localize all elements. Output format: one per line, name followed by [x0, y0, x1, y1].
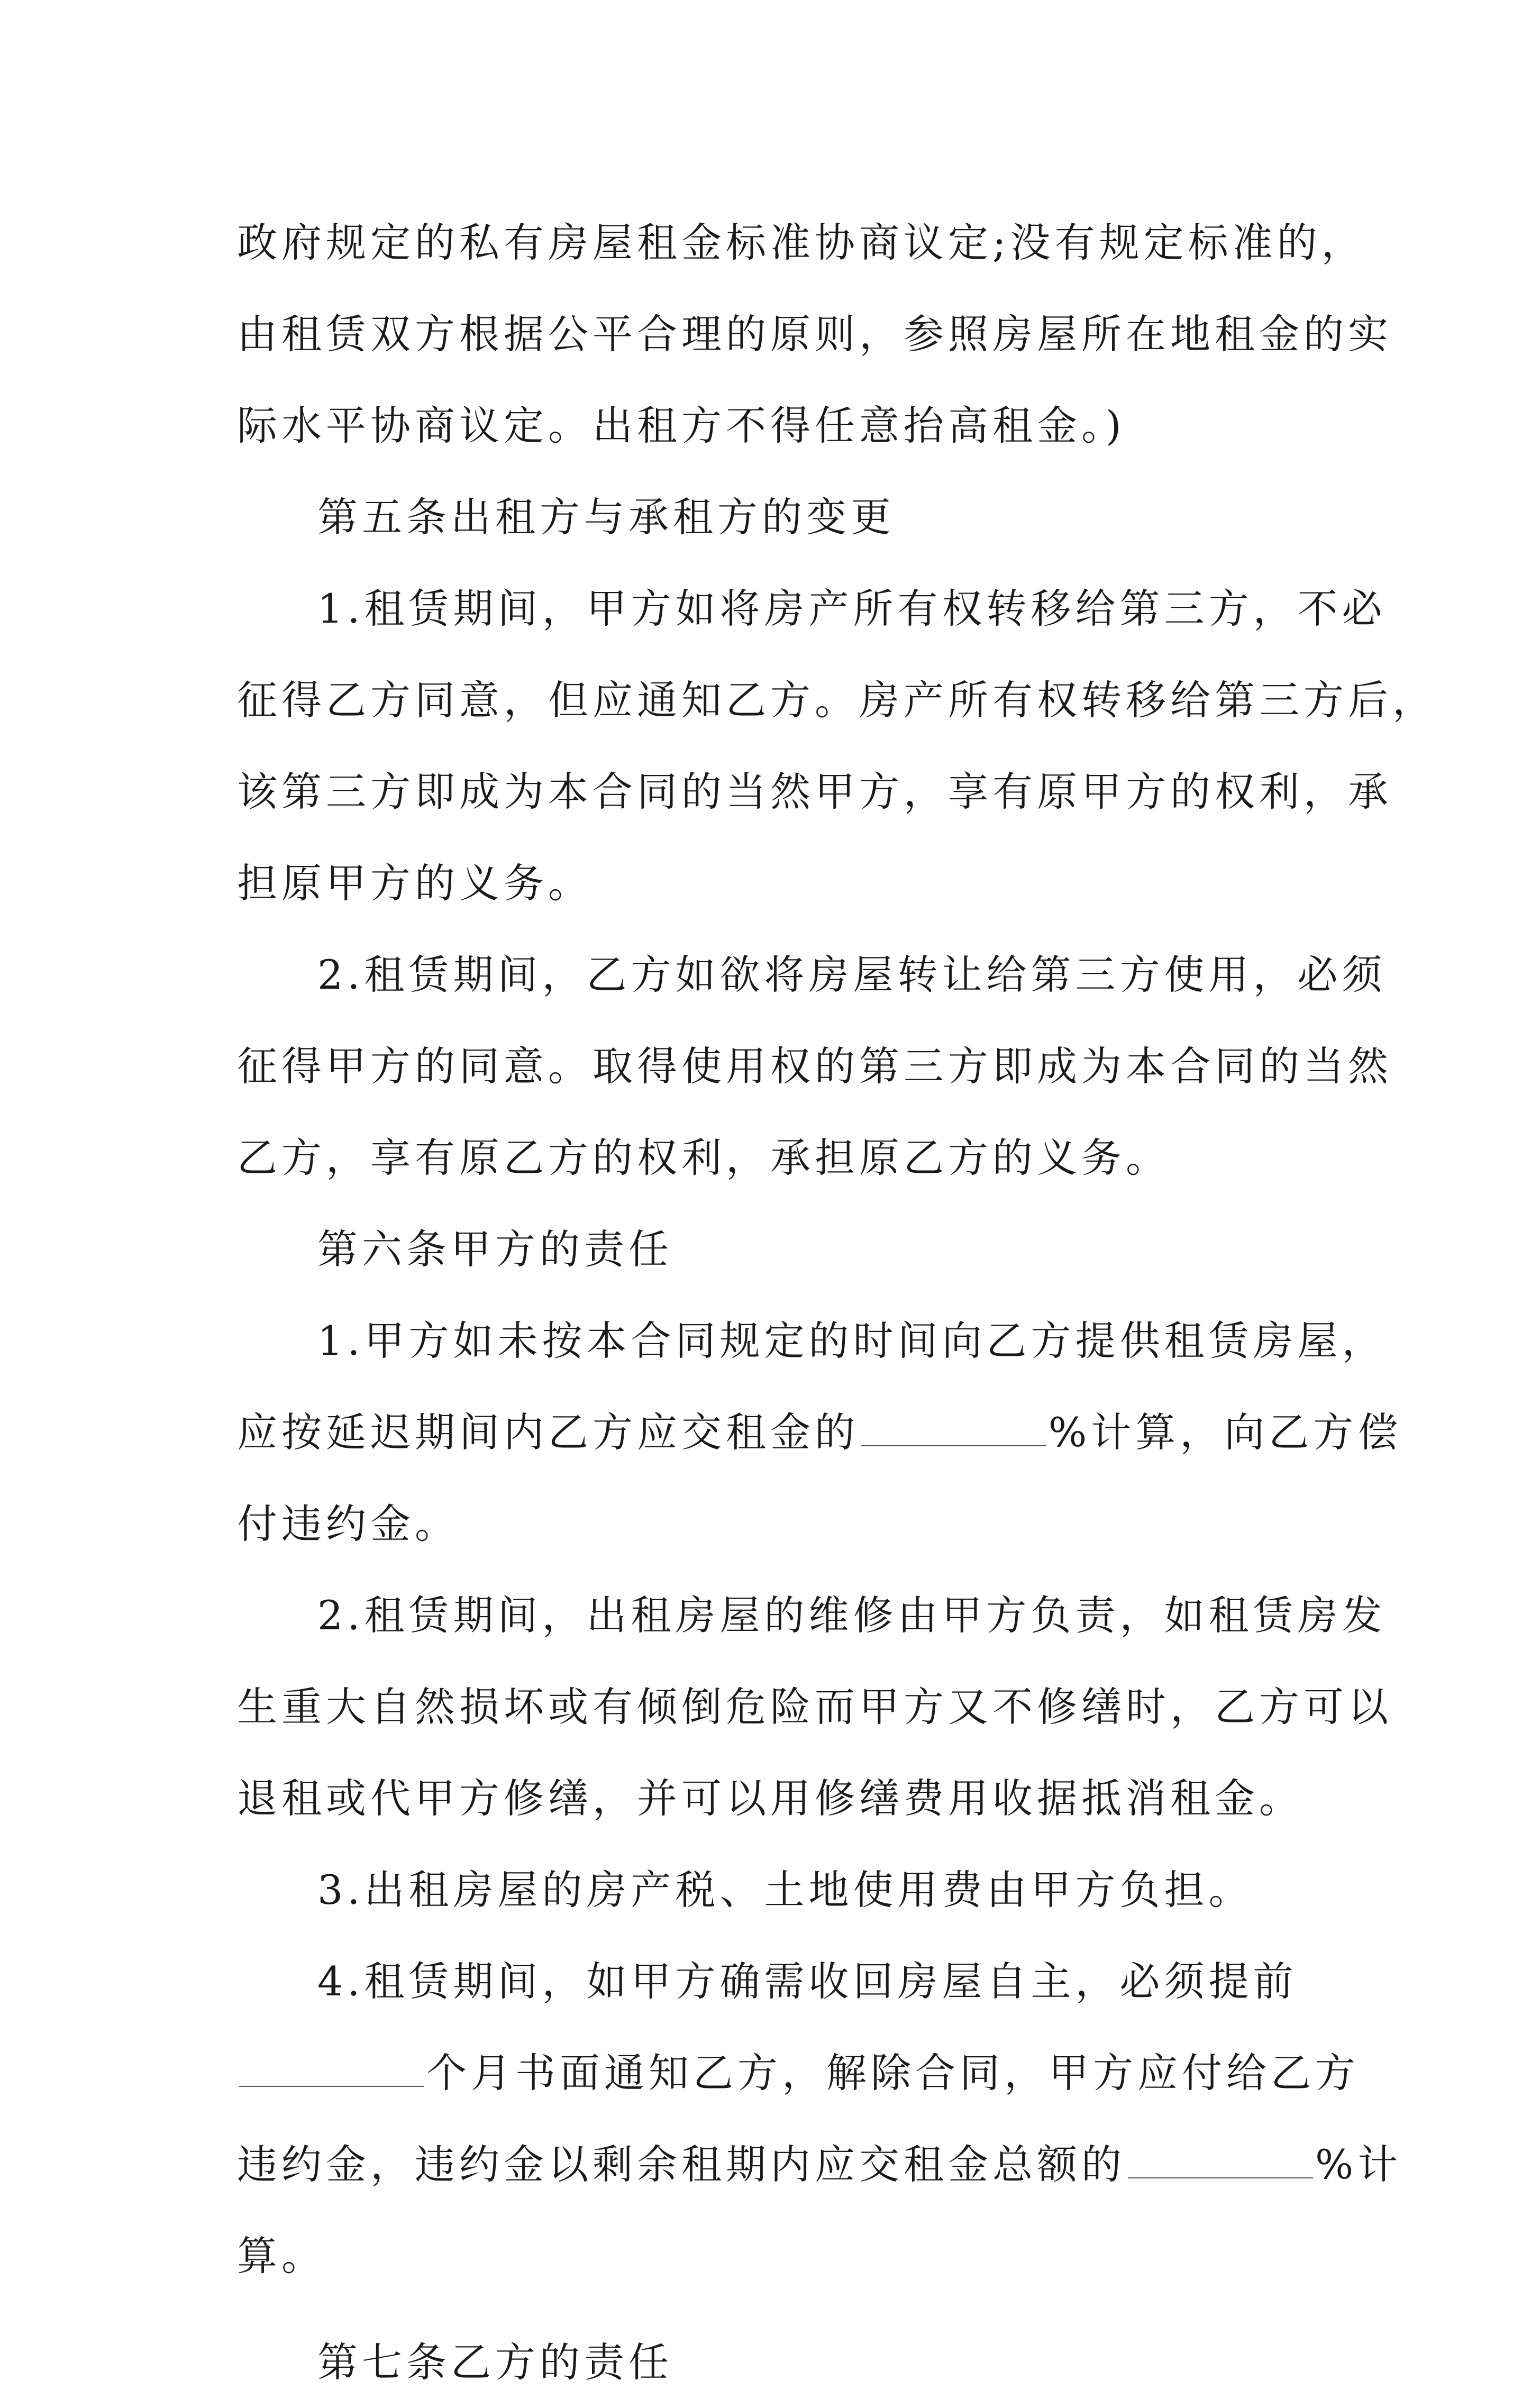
- text-segment: 个月书面通知乙方，解除合同，甲方应付给乙方: [426, 2049, 1360, 2096]
- text-line: 该第三方即成为本合同的当然甲方，享有原甲方的权利，承: [237, 768, 1392, 815]
- text-line: 际水平协商议定。出租方不得任意抬高租金。): [237, 402, 1126, 449]
- text-line: 征得乙方同意，但应通知乙方。房产所有权转移给第三方后，: [237, 677, 1437, 724]
- text-line: 由租赁双方根据公平合理的原则，参照房屋所在地租金的实: [237, 311, 1392, 358]
- text-line: 4.租赁期间，如甲方确需收回房屋自主，必须提前: [317, 1958, 1298, 2005]
- document-body: [237, 197, 1437, 2408]
- section-heading-5: 第五条出租方与承租方的变更: [317, 494, 895, 541]
- text-line-with-blank: [237, 2119, 1402, 2210]
- text-line: 2.租赁期间，乙方如欲将房屋转让给第三方使用，必须: [317, 951, 1387, 998]
- text-line: 1.租赁期间，甲方如将房产所有权转移给第三方，不必: [317, 585, 1387, 632]
- text-line: 1.甲方如未按本合同规定的时间向乙方提供租赁房屋，: [317, 1317, 1387, 1364]
- text-line: 算。: [237, 2232, 326, 2279]
- fill-in-blank: [239, 2085, 424, 2087]
- text-segment: 应按延迟期间内乙方应交租金的: [237, 1409, 859, 1456]
- text-line: 2.租赁期间，出租房屋的维修由甲方负责，如租赁房发: [317, 1592, 1387, 1639]
- text-segment: %计算，向乙方偿: [1049, 1409, 1402, 1456]
- text-line: 付违约金。: [237, 1500, 459, 1547]
- section-heading-7: 第七条乙方的责任: [317, 2339, 673, 2386]
- fill-in-blank: [1128, 2177, 1313, 2178]
- section-heading-6: 第六条甲方的责任: [317, 1226, 673, 1273]
- text-segment: %计: [1315, 2141, 1402, 2188]
- text-line: 征得甲方的同意。取得使用权的第三方即成为本合同的当然: [237, 1043, 1392, 1090]
- text-line: 退租或代甲方修缮，并可以用修缮费用收据抵消租金。: [237, 1775, 1304, 1822]
- text-line: 3.出租房屋的房产税、土地使用费由甲方负担。: [317, 1866, 1253, 1913]
- text-line-with-blank: [237, 1387, 1402, 1478]
- text-line: 乙方，享有原乙方的权利，承担原乙方的义务。: [237, 1134, 1170, 1181]
- text-line: 政府规定的私有房屋租金标准协商议定;没有规定标准的，: [237, 219, 1366, 266]
- text-line: 生重大自然损坏或有倾倒危险而甲方又不修缮时，乙方可以: [237, 1683, 1392, 1730]
- text-line-with-blank: [237, 2027, 1360, 2119]
- text-line: 担原甲方的义务。: [237, 860, 593, 907]
- text-segment: 违约金，违约金以剩余租期内应交租金总额的: [237, 2141, 1126, 2188]
- fill-in-blank: [861, 1445, 1046, 1446]
